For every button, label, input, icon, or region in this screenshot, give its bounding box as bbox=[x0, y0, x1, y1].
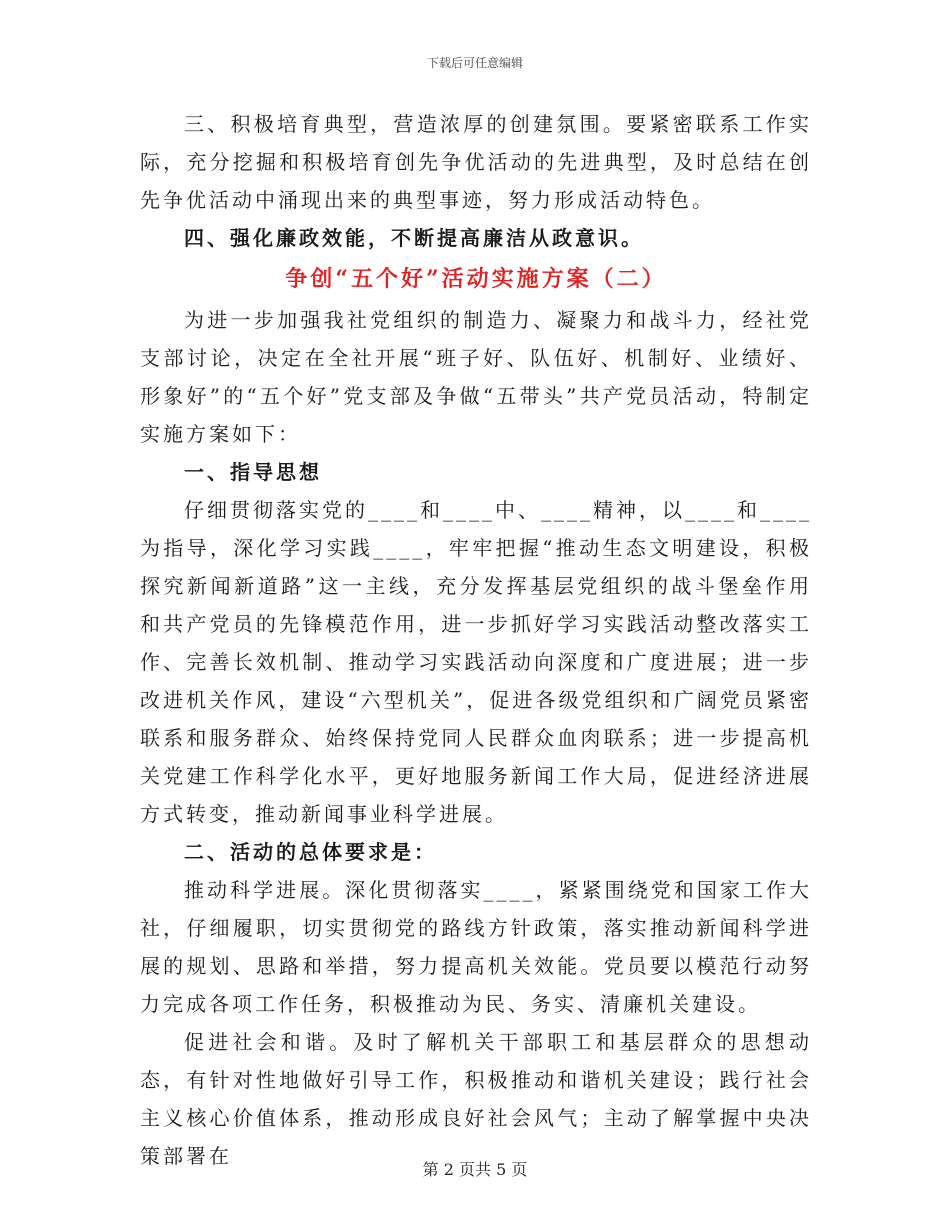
heading-overall-requirements: 二、活动的总体要求是： bbox=[184, 840, 437, 864]
intro-paragraph: 为进一步加强我社党组织的制造力、凝聚力和战斗力，经社党支部讨论，决定在全社开展“班子好、队伍好、机制好、业绩好、形象好”的“五个好”党支部及争做“五带头”共产党员活动，特制定实施方案如下： bbox=[140, 308, 812, 446]
heading-guiding-ideology: 一、指导思想 bbox=[184, 460, 322, 484]
document-title: 争创“五个好”活动实施方案（二） bbox=[285, 266, 667, 292]
requirements-paragraph-1: 推动科学进展。深化贯彻落实____，紧紧围绕党和国家工作大社，仔细履职，切实贯彻党的路线方针政策，落实推动新闻科学进展的规划、思路和举措，努力提高机关效能。党员要以模范行动努力完成各项工作任务，积极推动为民、务实、清廉机关建设。 bbox=[140, 878, 812, 1016]
guiding-ideology-paragraph: 仔细贯彻落实党的____和____中、____精神，以____和____为指导，深化学习实践____，牢牢把握“推动生态文明建设，积极探究新闻新道路”这一主线，充分发挥基层党组织的战斗堡垒作用和共产党员的先锋模范作用，进一步抓好学习实践活动整改落实工作、完善长效机制、推动学习实践活动向深度和广度进展；进一步改进机关作风，建设“六型机关”，促进各级党组织和广阔党员紧密联系和服务群众、始终保持党同人民群众血肉联系；进一步提高机关党建工作科学化水平，更好地服务新闻工作大局，促进经济进展方式转变，推动新闻事业科学进展。 bbox=[140, 498, 812, 826]
section3-paragraph: 三、积极培育典型，营造浓厚的创建氛围。要紧密联系工作实际，充分挖掘和积极培育创先争优活动的先进典型，及时总结在创先争优活动中涌现出来的典型事迹，努力形成活动特色。 bbox=[140, 112, 812, 212]
section4-heading: 四、强化廉政效能，不断提高廉洁从政意识。 bbox=[184, 226, 644, 250]
page-number: 第 2 页共 5 页 bbox=[422, 1160, 528, 1179]
requirements-paragraph-2: 促进社会和谐。及时了解机关干部职工和基层群众的思想动态，有针对性地做好引导工作，积极推动和谐机关建设；践行社会主义核心价值体系，推动形成良好社会风气；主动了解掌握中央决策部署在 bbox=[140, 1030, 812, 1168]
header-note: 下载后可任意编辑 bbox=[426, 56, 523, 70]
document-body bbox=[140, 105, 812, 1175]
